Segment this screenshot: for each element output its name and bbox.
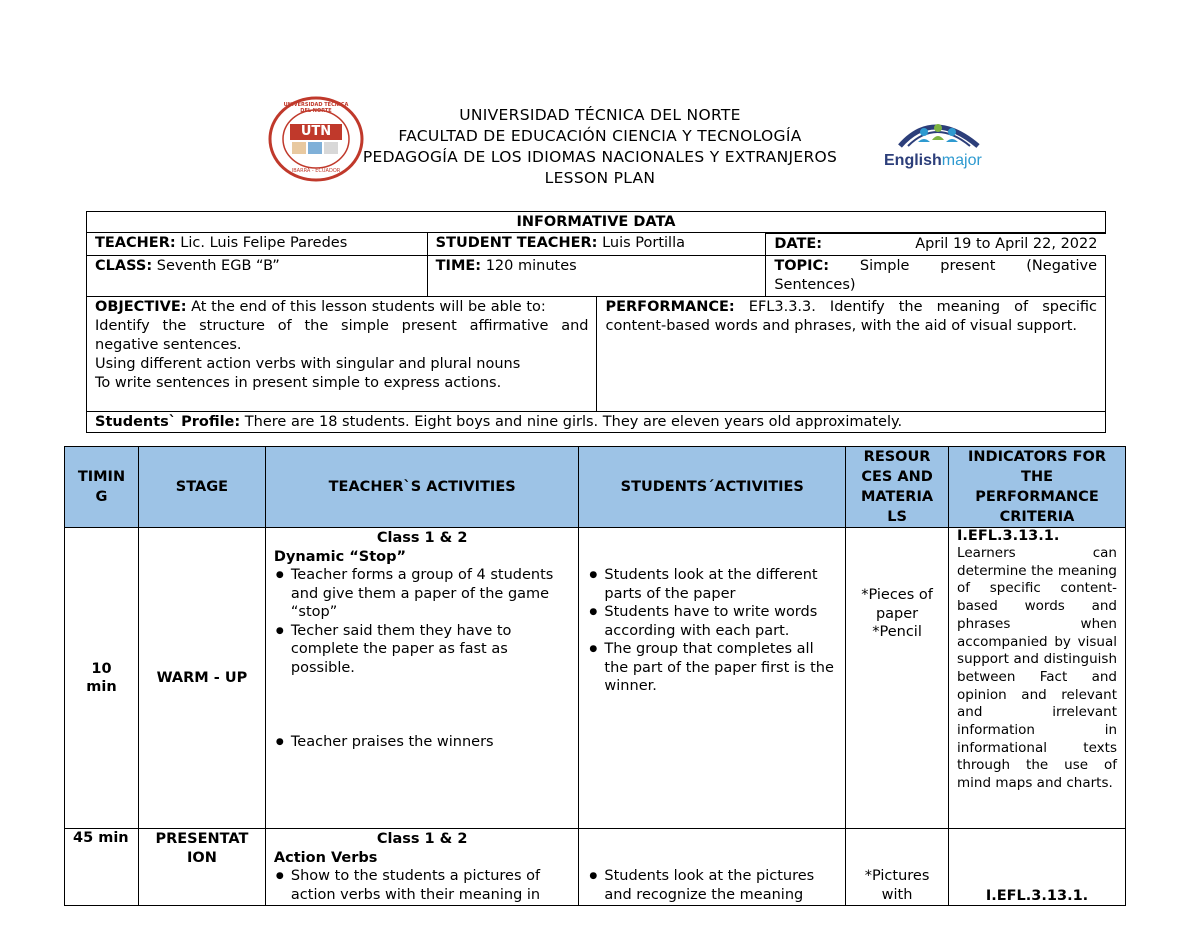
row1-students-activities bbox=[579, 528, 846, 829]
objective-line-3: To write sentences in present simple to express actions. bbox=[95, 375, 502, 391]
lesson-plan-table bbox=[64, 446, 1126, 906]
row1-resources: *Pieces of paper *Pencil bbox=[846, 528, 949, 829]
row1-indicator-code: I.EFL.3.13.1. bbox=[957, 528, 1060, 544]
objective-line-1: Identify the structure of the simple present affirmative and negative sentences. bbox=[95, 318, 589, 353]
list-item: ● The group that completes all the part of the paper first is the winner. bbox=[604, 640, 837, 696]
teacher-name: Lic. Luis Felipe Paredes bbox=[180, 235, 348, 251]
header-timing: TIMIN G bbox=[65, 447, 139, 528]
row1-indicators bbox=[949, 528, 1126, 829]
row1-class: Class 1 & 2 bbox=[376, 530, 468, 546]
time-cell: TIME: 120 minutes bbox=[427, 256, 766, 297]
performance-value: EFL3.3.3. Identify the meaning of specific content-based words and phrases, with the aid of visual support. bbox=[605, 299, 1098, 334]
student-teacher-cell: STUDENT TEACHER: Luis Portilla bbox=[427, 233, 766, 256]
header-stage: STAGE bbox=[138, 447, 265, 528]
row1-indicator-text: Learners can determine the meaning of specific content-based words and phrases when accompanied by visual support and distinguish between Fact and opinion and relevant and irrelevant information in informational texts through the use of mind maps and charts. bbox=[957, 545, 1117, 792]
row1-activity-title: Dynamic “Stop” bbox=[273, 548, 406, 565]
header-teacher-activities: TEACHER`S ACTIVITIES bbox=[265, 447, 579, 528]
row2-activity-title: Action Verbs bbox=[273, 849, 378, 866]
university-name: UNIVERSIDAD TÉCNICA DEL NORTE bbox=[459, 106, 741, 124]
table-row bbox=[65, 528, 1126, 829]
informative-data-title: INFORMATIVE DATA bbox=[87, 212, 1106, 233]
row2-students-activities bbox=[579, 829, 846, 906]
list-item: ● Teacher praises the winners bbox=[291, 733, 571, 752]
topic-value: Simple present (Negative Sentences) bbox=[774, 258, 1098, 293]
students-profile-value: There are 18 students. Eight boys and nine girls. They are eleven years old approximately. bbox=[244, 414, 903, 430]
students-profile-cell: Students` Profile: There are 18 students. Eight boys and nine girls. They are eleven years old approximately. bbox=[87, 412, 1106, 433]
teacher-cell: TEACHER: Lic. Luis Felipe Paredes bbox=[87, 233, 428, 256]
list-item: ● Students look at the different parts of the paper bbox=[604, 566, 837, 603]
list-item: ● Techer said them they have to complete the paper as fast as possible. bbox=[291, 622, 571, 678]
date-cell: DATE: April 19 to April 22, 2022 bbox=[766, 233, 1105, 255]
document-type: LESSON PLAN bbox=[544, 169, 656, 187]
objective-cell: OBJECTIVE: At the end of this lesson students will be able to: Identify the structure of the simple present affirmative and negative sentences. Using different action verbs with singular and plural nouns To write sentences in present simple to express actions. bbox=[87, 297, 597, 412]
list-item: ● Teacher forms a group of 4 students and give them a paper of the game “stop” bbox=[291, 566, 571, 622]
header-students-activities: STUDENTS´ACTIVITIES bbox=[579, 447, 846, 528]
objective-line-2: Using different action verbs with singular and plural nouns bbox=[95, 356, 521, 372]
row2-timing: 45 min bbox=[65, 829, 139, 906]
english-logo-text: Englishmajor bbox=[884, 152, 982, 169]
list-item: ● Students have to write words according with each part. bbox=[604, 603, 837, 640]
performance-cell: PERFORMANCE: EFL3.3.3. Identify the meaning of specific content-based words and phrases, with the aid of visual support. bbox=[597, 297, 1106, 412]
utn-logo-ring-text: UNIVERSIDAD TÉCNICA DEL NORTE bbox=[283, 102, 349, 114]
row1-timing: 10 min bbox=[65, 528, 139, 829]
topic-cell: TOPIC: Simple present (Negative Sentences) bbox=[766, 256, 1106, 297]
time-value: 120 minutes bbox=[485, 258, 577, 274]
career-name: PEDAGOGÍA DE LOS IDIOMAS NACIONALES Y EXTRANJEROS bbox=[362, 148, 838, 166]
row1-teacher-activities bbox=[265, 528, 579, 829]
class-value: Seventh EGB “B” bbox=[156, 258, 280, 274]
header-indicators: INDICATORS FOR THE PERFORMANCE CRITERIA bbox=[949, 447, 1126, 528]
informative-data-table bbox=[86, 211, 1106, 433]
faculty-name: FACULTAD DE EDUCACIÓN CIENCIA Y TECNOLOGÍA bbox=[398, 127, 802, 145]
row2-indicator-code: I.EFL.3.13.1. bbox=[949, 829, 1126, 906]
class-cell: CLASS: Seventh EGB “B” bbox=[87, 256, 428, 297]
utn-logo-bottom-text: IBARRA - ECUADOR bbox=[291, 168, 341, 174]
row2-class: Class 1 & 2 bbox=[376, 831, 468, 847]
utn-logo-text: UTN bbox=[300, 124, 332, 139]
header-resources: RESOUR CES AND MATERIA LS bbox=[846, 447, 949, 528]
row1-stage: WARM - UP bbox=[138, 528, 265, 829]
list-item: ● Show to the students a pictures of action verbs with their meaning in bbox=[291, 867, 571, 904]
list-item: ● Students look at the pictures and recognize the meaning bbox=[604, 867, 837, 904]
row2-resources: *Pictures with bbox=[846, 829, 949, 906]
row2-stage: PRESENTAT ION bbox=[138, 829, 265, 906]
row2-teacher-activities bbox=[265, 829, 579, 906]
date-value: April 19 to April 22, 2022 bbox=[915, 236, 1098, 252]
table-row bbox=[65, 829, 1126, 906]
student-teacher-name: Luis Portilla bbox=[602, 235, 685, 251]
